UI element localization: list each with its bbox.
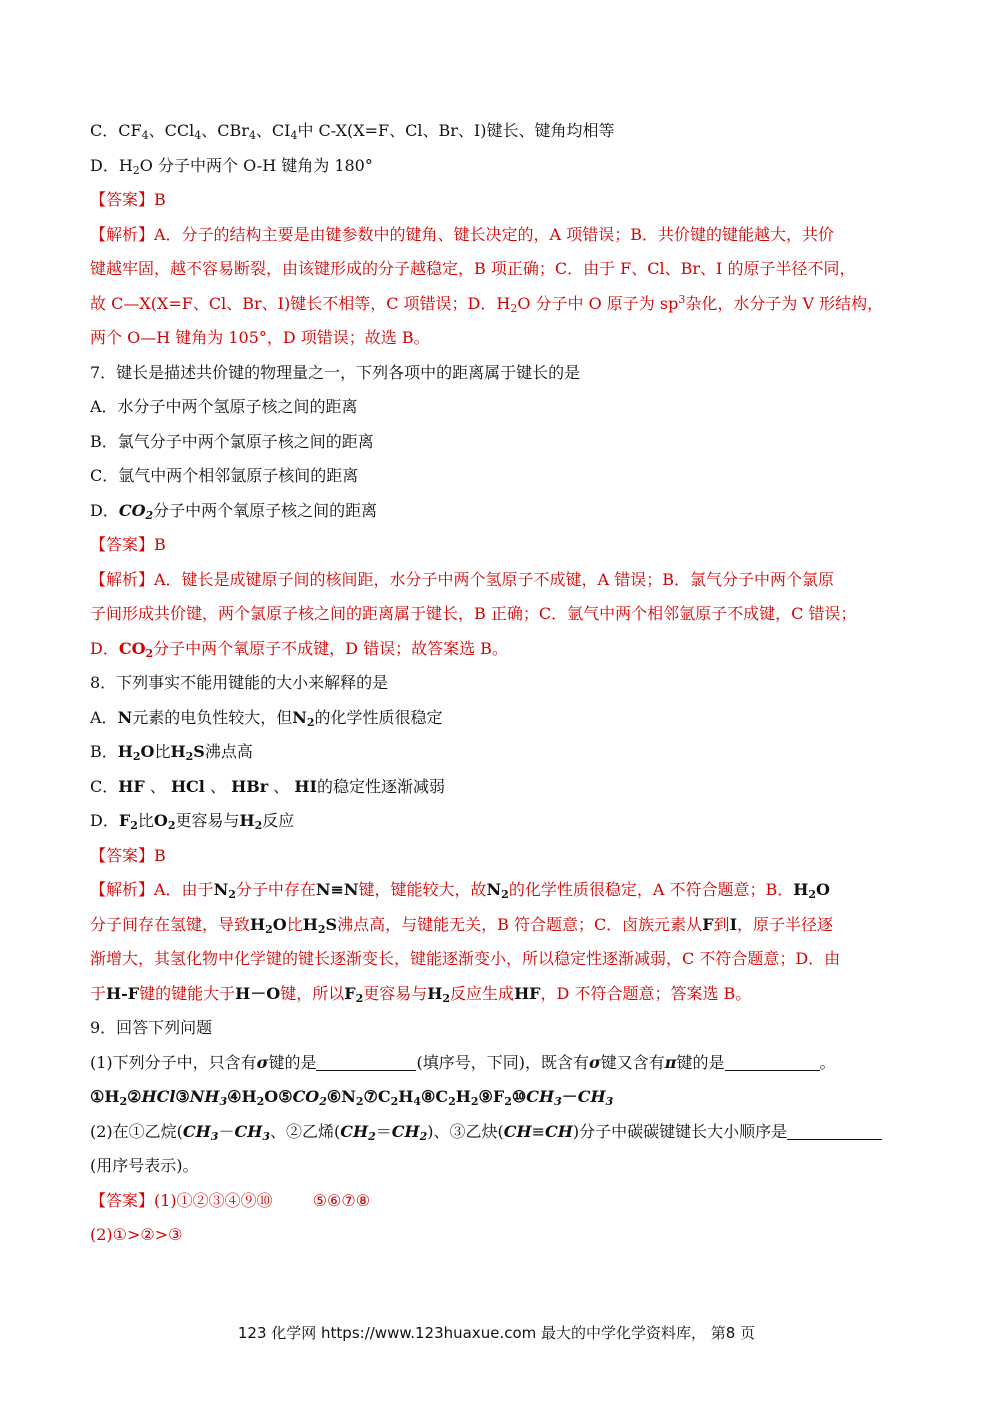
formula: CH: [545, 1121, 573, 1141]
text: 、: [149, 776, 166, 796]
formula: H-F: [106, 983, 140, 1003]
subscript: 4: [194, 129, 202, 142]
text: 、②乙烯(: [269, 1121, 341, 1141]
q9-stem: 9．回答下列问题: [90, 1018, 213, 1037]
subscript: 3: [554, 1095, 562, 1108]
subscript: 2: [119, 1095, 128, 1108]
text: 、: [273, 776, 290, 796]
text: ⑧: [421, 1087, 436, 1106]
subscript: 2: [145, 508, 154, 522]
text: ⑤⑥⑦⑧: [312, 1190, 371, 1210]
q6-option-d: [90, 149, 910, 184]
q6-explanation-4: 两个 O—H 键角为 105°，D 项错误；故选 B。: [90, 328, 430, 347]
q9-answer: [90, 1184, 910, 1219]
subscript: 2: [419, 1129, 428, 1143]
q8-option-b: [90, 735, 910, 770]
text: 故 C—X(X=F、Cl、Br、I)键长不相等，C 项错误；D．H: [90, 293, 511, 313]
q6-option-c: [90, 114, 910, 149]
text: 键，所以: [280, 983, 345, 1003]
q8-explanation-3: 渐增大，其氢化物中化学键的键长逐渐变长，键能逐渐变小，所以稳定性逐渐减弱，C 不符合题意；D．由: [90, 949, 841, 968]
q7-explanation-1: 【解析】A．键长是成键原子间的核间距，水分子中两个氢原子不成键，A 错误；B．氯气分子中两个氯原: [90, 569, 834, 589]
text: ，D 不符合题意；答案选 B。: [540, 983, 752, 1003]
subscript: 2: [167, 819, 176, 832]
formula: I: [729, 914, 738, 934]
formula: HF: [118, 776, 145, 796]
text: 的化学性质很稳定，A 不符合题意；B．: [508, 880, 794, 899]
subscript: 3: [210, 1129, 219, 1143]
formula: F: [118, 811, 131, 830]
formula: HI: [294, 776, 317, 796]
formula: HCl: [141, 1087, 176, 1106]
text: 比: [137, 811, 154, 830]
q9-answer-2: (2)①>②>③: [90, 1225, 183, 1244]
q8-stem: 8．下列事实不能用键能的大小来解释的是: [90, 673, 389, 692]
formula: F: [492, 1087, 505, 1106]
text: 元素的电负性较大，但: [132, 707, 293, 727]
formula: σ: [256, 1052, 269, 1072]
text: 的化学性质很稳定: [314, 707, 443, 727]
q8-option-c: [90, 770, 910, 805]
text: 【答案】(1)①②③④⑨⑩: [90, 1190, 273, 1210]
q9-part-1: [90, 1046, 910, 1081]
formula: CO: [292, 1087, 320, 1106]
text: O 分子中两个 O-H 键角为 180°: [139, 155, 373, 175]
text: 、: [209, 776, 226, 796]
q7-answer: 【答案】B: [90, 535, 166, 554]
subscript: 2: [317, 922, 326, 936]
text: 键又含有: [600, 1052, 665, 1072]
formula: N: [117, 707, 133, 727]
formula: CH: [234, 1121, 263, 1141]
q7-explanation-2: 子间形成共价键，两个氯原子核之间的距离属于键长，B 正确；C．氩气中两个相邻氩原子不成键，C 错误；: [90, 604, 857, 623]
subscript: 4: [290, 129, 298, 142]
text: 键，键能较大，故: [358, 880, 487, 899]
text: 分子间存在氢键，导致: [90, 914, 251, 934]
subscript: 2: [390, 1095, 399, 1108]
text: 分子中两个氧原子不成键，D 错误；故答案选 B。: [153, 638, 508, 658]
text: 键的是: [268, 1052, 317, 1072]
formula: N≡N: [315, 880, 359, 899]
formula: F: [702, 914, 714, 934]
text: (2)在①乙烷(: [90, 1121, 183, 1141]
subscript: 2: [355, 991, 364, 1005]
text: O 分子中 O 原子为 sp: [517, 293, 679, 313]
text: 、CCl: [148, 121, 195, 140]
answer-blank[interactable]: [787, 1121, 882, 1140]
subscript: 2: [504, 1095, 512, 1108]
answer-blank[interactable]: [316, 1052, 416, 1071]
text: 更容易与: [175, 811, 240, 830]
formula: O: [153, 811, 168, 830]
subscript: 2: [470, 1095, 479, 1108]
subscript: 3: [605, 1095, 614, 1108]
q8-option-d: [90, 804, 910, 839]
formula: H: [104, 1087, 120, 1106]
formula: H: [117, 742, 133, 761]
text: 分子中存在: [235, 880, 316, 899]
subscript: 2: [265, 922, 273, 936]
subscript: 2: [510, 301, 518, 315]
formula: O: [272, 914, 287, 934]
subscript: 3: [219, 1095, 228, 1108]
text: 比: [154, 742, 171, 761]
text: ⑦: [363, 1087, 378, 1106]
formula: N: [341, 1087, 356, 1106]
subscript: 2: [319, 1095, 327, 1108]
formula: σ: [588, 1052, 601, 1072]
formula: O: [140, 742, 155, 761]
subscript: 2: [442, 991, 451, 1005]
formula: C: [435, 1087, 449, 1106]
formula: C: [377, 1087, 391, 1106]
formula: π: [664, 1052, 677, 1072]
subscript: 2: [808, 888, 816, 901]
formula: H－O: [235, 983, 281, 1003]
text: D．: [90, 500, 119, 520]
formula: －: [218, 1121, 235, 1141]
subscript: 2: [132, 163, 140, 177]
text: )、③乙炔(: [427, 1121, 504, 1141]
text: 沸点高: [204, 742, 253, 761]
text: ，原子半径逐: [737, 914, 834, 934]
subscript: 3: [262, 1129, 270, 1143]
text: 更容易与: [363, 983, 428, 1003]
formula: HCl: [170, 776, 205, 796]
q7-option-a: A．水分子中两个氢原子核之间的距离: [90, 397, 358, 416]
q9-molecule-list: [90, 1080, 910, 1115]
text: ①: [90, 1087, 105, 1106]
q7-option-b: B．氯气分子中两个氯原子核之间的距离: [90, 431, 374, 451]
text: ③: [175, 1087, 190, 1106]
formula: H: [455, 1087, 471, 1106]
formula: CH: [503, 1121, 532, 1141]
formula: H: [170, 742, 186, 761]
formula: －: [561, 1087, 578, 1106]
text: ④: [227, 1087, 242, 1106]
formula: N: [213, 880, 229, 899]
text: 反应: [262, 811, 295, 830]
formula: S: [325, 914, 338, 934]
formula: H: [427, 983, 443, 1003]
formula: O: [264, 1087, 279, 1106]
formula: ≡: [531, 1121, 546, 1141]
q8-answer: 【答案】B: [90, 845, 166, 865]
document-body: [90, 114, 910, 1253]
subscript: 2: [355, 1095, 364, 1108]
text: 反应生成: [450, 983, 515, 1003]
formula: S: [193, 742, 205, 761]
text: 、CBr: [201, 121, 249, 140]
subscript: 2: [185, 750, 194, 763]
formula: CH: [577, 1087, 606, 1106]
text: ②: [127, 1087, 142, 1106]
text: 沸点高，与键能无关，B 符合题意；C．卤族元素从: [337, 914, 703, 934]
q6-explanation-1: 【解析】A．分子的结构主要是由键参数中的键角、键长决定的，A 项错误；B．共价键的键能越大，共价: [90, 224, 834, 244]
q7-stem: 7．键长是描述共价键的物理量之一，下列各项中的距离属于键长的是: [90, 362, 581, 382]
formula: H: [302, 914, 318, 934]
q9-part-2-cont: (用序号表示)。: [90, 1156, 199, 1175]
formula: HF: [514, 983, 541, 1003]
q7-option-d: [90, 494, 910, 529]
text: 的稳定性逐渐减弱: [316, 776, 445, 796]
subscript: 2: [448, 1095, 456, 1108]
q9-part-2: [90, 1115, 910, 1150]
text: 到: [713, 914, 730, 934]
text: 键的键能大于: [139, 983, 236, 1003]
superscript: 3: [678, 292, 686, 306]
formula: H: [239, 811, 255, 830]
text: 于: [90, 983, 107, 1003]
formula: H: [250, 914, 266, 934]
text: 键的是: [676, 1052, 725, 1072]
text: 分子中两个氧原子核之间的距离: [153, 500, 378, 520]
formula: NH: [189, 1087, 220, 1106]
page-footer: 123 化学网 https://www.123huaxue.com 最大的中学化学资料库， 第8 页: [237, 1324, 756, 1342]
text: C．: [90, 776, 119, 796]
formula: H: [793, 880, 809, 899]
q8-explanation-2: [90, 908, 910, 943]
subscript: 2: [254, 819, 263, 832]
formula: CH: [391, 1121, 420, 1141]
text: ⑩: [511, 1087, 527, 1106]
subscript: 2: [145, 646, 154, 660]
formula: H: [398, 1087, 414, 1106]
subscript: 2: [306, 715, 315, 729]
text: D．: [90, 811, 119, 830]
formula: CH: [340, 1121, 369, 1141]
formula: O: [816, 880, 830, 899]
text: ⑥: [326, 1087, 342, 1106]
subscript: 4: [248, 129, 256, 142]
formula: N: [292, 707, 307, 727]
subscript: 2: [228, 888, 236, 901]
subscript: 4: [141, 129, 149, 142]
subscript: 2: [130, 819, 138, 832]
formula: F: [344, 983, 356, 1003]
text: )分子中碳碳键键长大小顺序是: [572, 1121, 788, 1141]
formula: H: [241, 1087, 257, 1106]
q6-explanation-3: [90, 287, 910, 322]
formula: HBr: [231, 776, 269, 796]
formula: CH: [526, 1087, 555, 1106]
text: 。: [819, 1052, 836, 1072]
subscript: 2: [132, 750, 141, 763]
formula: CO: [118, 638, 146, 658]
subscript: 2: [501, 888, 509, 901]
text: ⑨: [478, 1087, 493, 1106]
text: 比: [286, 914, 303, 934]
text: 、CI: [255, 121, 291, 140]
subscript: 2: [368, 1129, 376, 1143]
text: A．: [90, 707, 118, 727]
text: B．: [90, 742, 118, 761]
q7-option-c: C．氩气中两个相邻氩原子核间的距离: [90, 466, 359, 485]
formula: CH: [182, 1121, 211, 1141]
text: C．CF: [90, 121, 142, 140]
q8-explanation-1: [90, 873, 910, 908]
text: D．: [90, 638, 119, 658]
text: 中 C-X(X=F、Cl、Br、I)键长、键角均相等: [297, 121, 615, 140]
subscript: 4: [413, 1095, 422, 1108]
text: D．H: [90, 155, 133, 175]
formula: ＝: [375, 1121, 392, 1141]
formula: N: [486, 880, 502, 899]
q6-explanation-2: 键越牢固，越不容易断裂，由该键形成的分子越稳定，B 项正确；C．由于 F、Cl、Br、I 的原子半径不同，: [90, 259, 856, 278]
text: 杂化，水分子为 V 形结构，: [685, 293, 884, 313]
text: (填序号，下同)，既含有: [416, 1052, 589, 1072]
q8-explanation-4: [90, 977, 910, 1012]
q7-explanation-3: [90, 632, 910, 667]
text: ⑤: [278, 1087, 293, 1106]
subscript: 2: [256, 1095, 265, 1108]
text: 【解析】A．由于: [90, 880, 214, 899]
q6-answer: 【答案】B: [90, 190, 166, 209]
q8-option-a: [90, 701, 910, 736]
text: (1)下列分子中，只含有: [90, 1052, 257, 1072]
formula: CO: [118, 500, 146, 520]
answer-blank[interactable]: [725, 1052, 820, 1071]
